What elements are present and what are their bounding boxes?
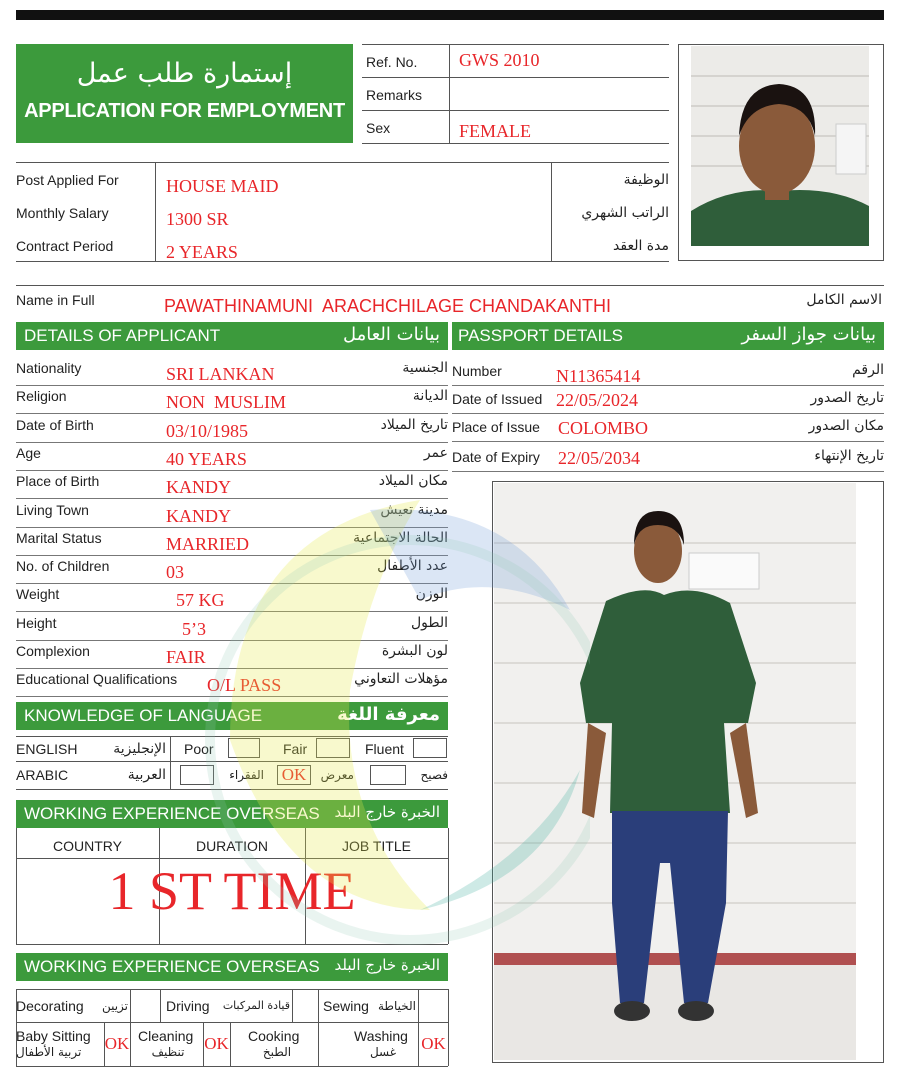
applicant-header-en: DETAILS OF APPLICANT [24, 326, 221, 345]
applicant-field-value: KANDY [166, 506, 231, 526]
english-fluent-checkbox[interactable] [413, 738, 447, 758]
sewing-ar: الخياطة [378, 999, 416, 1013]
applicant-field-label: Complexion [16, 643, 90, 659]
applicant-field-ar: الوزن [415, 586, 448, 602]
applicant-field-ar: مكان الميلاد [378, 473, 448, 489]
language-header-ar: معرفة اللغة [337, 704, 440, 725]
post-ar: الوظيفة [623, 172, 669, 188]
applicant-field-ar: الحالة الاجتماعية [353, 530, 448, 546]
applicant-field-value: MARRIED [166, 534, 250, 554]
washing-mark: OK [421, 1034, 446, 1053]
full-body-photo [494, 483, 856, 1060]
decorating-ar: تزيين [101, 999, 128, 1013]
arabic-poor-checkbox[interactable] [180, 765, 214, 785]
sex-value: FEMALE [459, 121, 531, 141]
passport-field-value: 22/05/2024 [556, 390, 639, 410]
applicant-field-ar: تاريخ الميلاد [380, 417, 448, 433]
passport-header [452, 322, 884, 350]
passport-field-label: Number [452, 363, 502, 379]
applicant-field-value: NON MUSLIM [166, 392, 287, 412]
arabic-fluent-checkbox[interactable] [370, 765, 406, 785]
washing-label: Washing [354, 1028, 408, 1044]
applicant-field-label: Weight [16, 586, 60, 602]
top-bar [16, 10, 884, 20]
applicant-field-value: 57 KG [176, 590, 225, 610]
arabic-fair-checkbox[interactable]: OK [277, 765, 311, 785]
applicant-row [16, 613, 448, 641]
applicant-row [16, 358, 448, 386]
ref-value: GWS 2010 [459, 50, 540, 70]
cooking-label: Cooking [248, 1028, 300, 1044]
passport-field-label: Place of Issue [452, 419, 540, 435]
applicant-field-ar: عمر [423, 445, 448, 461]
contract-label: Contract Period [16, 238, 114, 254]
applicant-field-value: FAIR [166, 647, 206, 667]
experience-col-country: COUNTRY [53, 838, 122, 854]
applicant-field-value: 5’3 [182, 619, 206, 639]
applicant-field-ar: الطول [410, 615, 448, 631]
decorating-label: Decorating [16, 998, 84, 1014]
applicant-field-value: SRI LANKAN [166, 364, 275, 384]
english-fair-checkbox[interactable] [316, 738, 350, 758]
passport-field-ar: مكان الصدور [808, 418, 884, 434]
baby-sitting-mark: OK [104, 1034, 130, 1053]
cleaning-ar: تنظيف [151, 1045, 185, 1059]
applicant-field-label: Height [16, 615, 57, 631]
name-label: Name in Full [16, 292, 95, 308]
experience-header-en: WORKING EXPERIENCE OVERSEAS [24, 804, 320, 823]
applicant-row [16, 528, 448, 556]
passport-field-value: 22/05/2034 [558, 448, 641, 468]
skills-header [16, 953, 448, 981]
form-title-block [16, 44, 353, 143]
ref-label: Ref. No. [366, 54, 418, 70]
applicant-row [16, 443, 448, 471]
language-header-en: KNOWLEDGE OF LANGUAGE [24, 706, 263, 725]
passport-row [452, 386, 884, 414]
sex-label: Sex [366, 120, 391, 136]
applicant-field-label: Nationality [16, 360, 82, 376]
experience-header [16, 800, 448, 828]
applicant-field-label: Age [16, 445, 41, 461]
arabic-fair-label: معرض [320, 768, 354, 782]
passport-field-ar: تاريخ الصدور [810, 390, 884, 406]
applicant-row [16, 471, 448, 499]
applicant-header-ar: بيانات العامل [342, 324, 440, 345]
passport-field-ar: الرقم [852, 362, 884, 378]
portrait-photo [691, 46, 869, 246]
applicant-field-label: Religion [16, 388, 67, 404]
passport-field-value: COLOMBO [558, 418, 649, 438]
language-header [16, 702, 448, 730]
applicant-field-ar: عدد الأطفال [377, 558, 448, 574]
applicant-field-value: 40 YEARS [166, 449, 247, 469]
applicant-row [16, 669, 448, 697]
applicant-field-ar: مدينة تعيش [380, 502, 448, 518]
experience-header-ar: الخبرة خارج البلد [334, 803, 440, 821]
applicant-header [16, 322, 448, 350]
applicant-field-ar: الديانة [412, 388, 448, 404]
salary-label: Monthly Salary [16, 205, 109, 221]
applicant-field-label: Living Town [16, 502, 89, 518]
cooking-ar: الطبخ [262, 1045, 292, 1059]
skills-header-en: WORKING EXPERIENCE OVERSEAS [24, 957, 320, 976]
driving-label: Driving [166, 998, 210, 1014]
applicant-row [16, 415, 448, 443]
arabic-label: ARABIC [16, 767, 69, 783]
english-fluent-label: Fluent [365, 741, 404, 757]
english-poor-label: Poor [184, 741, 214, 757]
passport-row [452, 444, 884, 472]
applicant-field-value: 03 [166, 562, 184, 582]
washing-ar: غسل [369, 1045, 397, 1059]
applicant-row [16, 641, 448, 669]
applicant-field-label: Marital Status [16, 530, 102, 546]
english-ar: الإنجليزية [113, 741, 166, 757]
form-title-en: APPLICATION FOR EMPLOYMENT [24, 100, 345, 122]
arabic-poor-label: الفقراء [229, 768, 264, 782]
applicant-field-value: O/L PASS [207, 675, 282, 695]
name-value: PAWATHINAMUNI ARACHCHILAGE CHANDAKANTHI [164, 296, 612, 316]
english-poor-checkbox[interactable] [228, 738, 260, 758]
contract-ar: مدة العقد [613, 238, 669, 254]
sewing-label: Sewing [323, 998, 369, 1014]
post-value: HOUSE MAID [166, 176, 279, 196]
skills-header-ar: الخبرة خارج البلد [334, 956, 440, 974]
arabic-ar: العربية [127, 767, 166, 783]
experience-col-job: JOB TITLE [342, 838, 411, 854]
name-ar: الاسم الكامل [806, 292, 882, 308]
applicant-row [16, 500, 448, 528]
passport-row [452, 358, 884, 386]
form-title-ar: إستمارة طلب عمل [76, 58, 293, 89]
passport-header-en: PASSPORT DETAILS [458, 326, 624, 345]
post-label: Post Applied For [16, 172, 119, 188]
applicant-field-value: 03/10/1985 [166, 421, 249, 441]
experience-col-duration: DURATION [195, 838, 269, 854]
baby-sitting-ar: تربية الأطفال [16, 1045, 82, 1059]
passport-field-label: Date of Expiry [452, 449, 540, 465]
salary-ar: الراتب الشهري [581, 205, 669, 221]
applicant-field-label: Place of Birth [16, 473, 100, 489]
cleaning-label: Cleaning [138, 1028, 194, 1044]
applicant-field-ar: مؤهلات التعاوني [354, 671, 448, 687]
driving-ar: قيادة المركبات [222, 999, 290, 1012]
applicant-field-label: Educational Qualifications [16, 671, 178, 687]
arabic-fluent-label: فصيح [420, 768, 448, 782]
baby-sitting-label: Baby Sitting [16, 1028, 91, 1044]
applicant-row [16, 386, 448, 414]
applicant-field-label: Date of Birth [16, 417, 94, 433]
passport-field-label: Date of Issued [452, 391, 543, 407]
applicant-field-ar: لون البشرة [381, 643, 448, 659]
applicant-field-ar: الجنسية [402, 360, 448, 376]
experience-first-time: 1 ST TIME [108, 861, 356, 921]
contract-value: 2 YEARS [166, 242, 238, 262]
remarks-label: Remarks [366, 87, 423, 103]
applicant-field-value: KANDY [166, 477, 231, 497]
passport-header-ar: بيانات جواز السفر [741, 324, 876, 345]
passport-field-value: N11365414 [556, 366, 641, 386]
salary-value: 1300 SR [166, 209, 229, 229]
cleaning-mark: OK [204, 1034, 229, 1053]
english-label: ENGLISH [16, 741, 78, 757]
passport-row [452, 414, 884, 442]
applicant-row [16, 584, 448, 612]
applicant-row [16, 556, 448, 584]
passport-field-ar: تاريخ الإنتهاء [814, 448, 884, 464]
english-fair-label: Fair [283, 741, 308, 757]
applicant-field-label: No. of Children [16, 558, 110, 574]
